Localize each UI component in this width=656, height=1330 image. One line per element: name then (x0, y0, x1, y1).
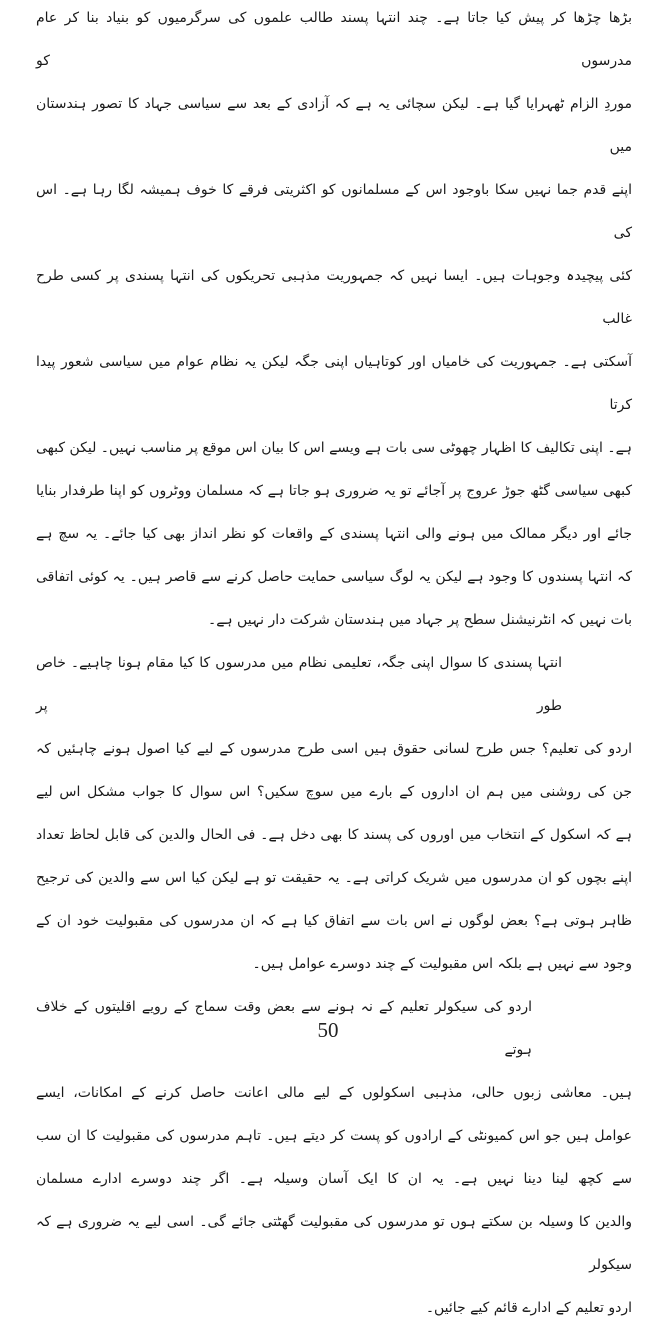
text-line: جائے اور دیگر ممالک میں ہونے والی انتہا پسندی کے واقعات کو نظر انداز بھی کیا جائے۔ یہ سچ ہے (36, 526, 632, 542)
text-line: ہے کہ اسکول کے انتخاب میں اوروں کی پسند کا بھی دخل ہے۔ فی الحال والدین کی قابل لحاظ تعداد (36, 827, 632, 843)
text-line: ظاہر ہوتی ہے؟ بعض لوگوں نے اس بات سے اتفاق کیا ہے کہ ان مدرسوں کی مقبولیت خود ان کے (36, 913, 632, 929)
page-body-text (36, 0, 632, 1330)
text-line: کبھی سیاسی گٹھ جوڑ عروج پر آجائے تو یہ ضروری ہو جاتا ہے کہ مسلمان ووٹروں کو اپنا طرفدار بنایا (36, 483, 632, 499)
text-line: سے کچھ لینا دینا نہیں ہے۔ یہ ان کا ایک آسان وسیلہ ہے۔ اگر چند دوسرے ادارے مسلمان (36, 1171, 632, 1187)
text-line: اردو تعلیم کے ادارے قائم کیے جائیں۔ (425, 1300, 632, 1316)
text-line: آسکتی ہے۔ جمہوریت کی خامیاں اور کوتاہیاں اپنی جگہ لیکن یہ نظام عوام میں سیاسی شعور پیدا کرتا (36, 354, 632, 413)
text-line: ہیں۔ معاشی زبوں حالی، مذہبی اسکولوں کے لیے مالی اعانت حاصل کرنے کے امکانات، ایسے (36, 1085, 632, 1101)
text-line: بڑھا چڑھا کر پیش کیا جاتا ہے۔ چند انتہا پسند طالب علموں کی سرگرمیوں کو بنیاد بنا کر عام مدرسوں کو (36, 10, 632, 69)
paragraph (36, 642, 632, 986)
text-line: اپنے قدم جما نہیں سکا باوجود اس کے مسلمانوں کو اکثریتی فرقے کا خوف ہمیشہ لگا رہا ہے۔ اس کی (36, 182, 632, 241)
text-line: اردو کی تعلیم؟ جس طرح لسانی حقوق ہیں اسی طرح مدرسوں کے لیے کیا اصول ہونے چاہئیں کہ (36, 741, 632, 757)
text-line: بات نہیں کہ انٹرنیشنل سطح پر جہاد میں ہندستان شرکت دار نہیں ہے۔ (208, 612, 632, 628)
page-number: 50 (317, 1018, 339, 1042)
text-line: ہے۔ اپنی تکالیف کا اظہار چھوٹی سی بات ہے ویسے اس کا بیان اس موقع پر مناسب نہیں۔ لیکن کبھی (36, 440, 632, 456)
text-line: کہ انتہا پسندوں کا وجود ہے لیکن یہ لوگ سیاسی حمایت حاصل کرنے سے قاصر ہیں۔ یہ کوئی اتفاقی (36, 569, 632, 585)
text-line: انتہا پسندی کا سوال اپنی جگہ، تعلیمی نظام میں مدرسوں کا کیا مقام ہونا چاہیے۔ خاص طور پر (36, 655, 562, 714)
text-line: جن کی روشنی میں ہم ان اداروں کے بارے میں سوچ سکیں؟ اس سوال کا جواب مشکل اس لیے (36, 784, 632, 800)
text-line: والدین کا وسیلہ بن سکتے ہوں تو مدرسوں کی مقبولیت گھٹتی جائے گی۔ اسی لیے یہ ضروری ہے کہ سیکولر (36, 1214, 632, 1273)
text-line: عوامل ہیں جو اس کمیونٹی کے ارادوں کو پست کر دیتے ہیں۔ تاہم مدرسوں کی مقبولیت کا ان سب (36, 1128, 632, 1144)
text-line: وجود سے نہیں ہے بلکہ اس مقبولیت کے چند دوسرے عوامل ہیں۔ (252, 956, 632, 972)
text-line: کئی پیچیدہ وجوہات ہیں۔ ایسا نہیں کہ جمہوریت مذہبی تحریکوں کی انتہا پسندی پر کسی طرح غالب (36, 268, 632, 327)
text-line: موردِ الزام ٹھہرایا گیا ہے۔ لیکن سچائی یہ ہے کہ آزادی کے بعد سے سیاسی جہاد کا تصور ہندستان میں (36, 96, 632, 155)
text-line: اپنے بچوں کو ان مدرسوں میں شریک کراتی ہے۔ یہ حقیقت تو ہے لیکن کیا اس سے والدین کی ترجیح (36, 870, 632, 886)
text-line: اردو کی سیکولر تعلیم کے نہ ہونے سے بعض وقت سماج کے رویے اقلیتوں کے خلاف ہوتے (36, 999, 532, 1058)
paragraph (36, 0, 632, 642)
